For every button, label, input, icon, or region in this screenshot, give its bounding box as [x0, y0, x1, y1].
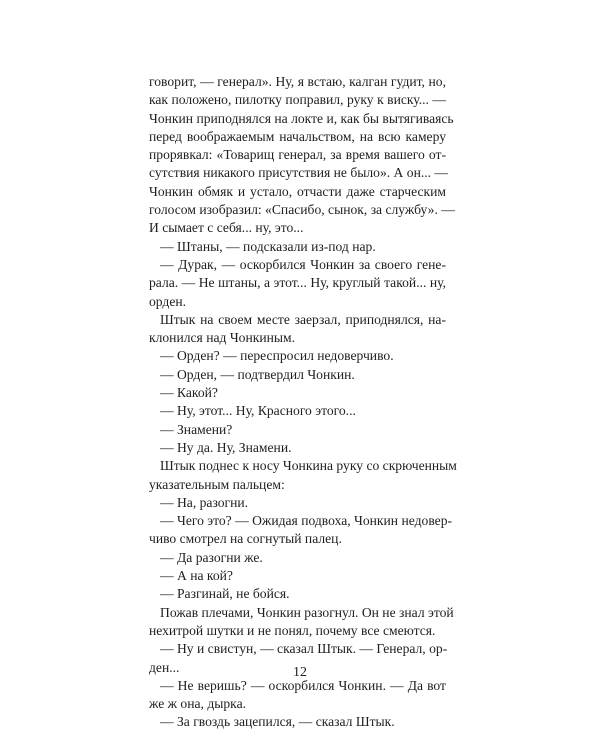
- text-line: прорявкал: «Товарищ генерал, за время вашего от-: [149, 147, 446, 163]
- text-line: Чонкин обмяк и устало, отчасти даже старческим: [149, 183, 446, 199]
- text-line: — Орден? — переспросил недоверчиво.: [160, 348, 394, 364]
- text-line: нехитрой шутки и не понял, почему все смеются.: [149, 622, 436, 638]
- text-line: говорит, — генерал». Ну, я встаю, калган гудит, но,: [149, 74, 446, 89]
- text-line: чиво смотрел на согнутый палец.: [149, 531, 342, 547]
- text-line: сутствия никакого присутствия не было». А он... —: [149, 165, 449, 181]
- text-line: — Чего это? — Ожидая подвоха, Чонкин недовер-: [160, 513, 453, 529]
- text-line: — Дурак, — оскорбился Чонкин за своего гене-: [160, 256, 446, 272]
- text-line: — А на кой?: [160, 568, 233, 584]
- text-line: Чонкин приподнялся на локте и, как бы вытягиваясь: [149, 110, 454, 126]
- text-line: указательным пальцем:: [149, 476, 285, 492]
- text-line: орден.: [149, 293, 187, 309]
- text-line: — Разгинай, не бойся.: [160, 586, 290, 602]
- text-line: — За гвоздь зацепился, — сказал Штык.: [160, 714, 395, 730]
- text-line: — Не веришь? — оскорбился Чонкин. — Да вот: [160, 677, 446, 693]
- text-line: голосом изобразил: «Спасибо, сынок, за службу». —: [149, 202, 455, 218]
- text-line: Штык поднес к носу Чонкина руку со скрюченным: [160, 458, 457, 474]
- text-line: — Ну, этот... Ну, Красного этого...: [160, 403, 356, 419]
- text-line: И сымает с себя... ну, это...: [149, 220, 304, 236]
- text-line: — На, разогни.: [160, 494, 249, 510]
- text-line: — Штаны, — подсказали из-под нар.: [160, 238, 376, 254]
- text-line: — Какой?: [160, 385, 218, 401]
- text-line: — Ну и свистун, — сказал Штык. — Генерал, ор-: [160, 641, 448, 657]
- page-number: 12: [293, 665, 307, 680]
- text-line: клонился над Чонкиным.: [149, 330, 296, 346]
- text-line: ден...: [149, 659, 180, 675]
- text-line: рала. — Не штаны, а этот... Ну, круглый такой... ну,: [149, 275, 446, 291]
- text-line: Пожав плечами, Чонкин разогнул. Он не знал этой: [160, 604, 454, 620]
- text-line: — Знамени?: [160, 421, 233, 437]
- text-line: Штык на своем месте заерзал, приподнялся, на-: [160, 311, 446, 327]
- text-line: — Да разогни же.: [160, 549, 263, 565]
- text-line: как положено, пилотку поправил, руку к виску... —: [149, 92, 446, 108]
- text-line: перед воображаемым начальством, на всю камеру: [149, 128, 446, 144]
- text-line: же ж она, дырка.: [149, 696, 247, 712]
- body-text: [149, 73, 457, 732]
- text-line: — Орден, — подтвердил Чонкин.: [160, 366, 355, 382]
- text-line: — Ну да. Ну, Знамени.: [160, 439, 292, 455]
